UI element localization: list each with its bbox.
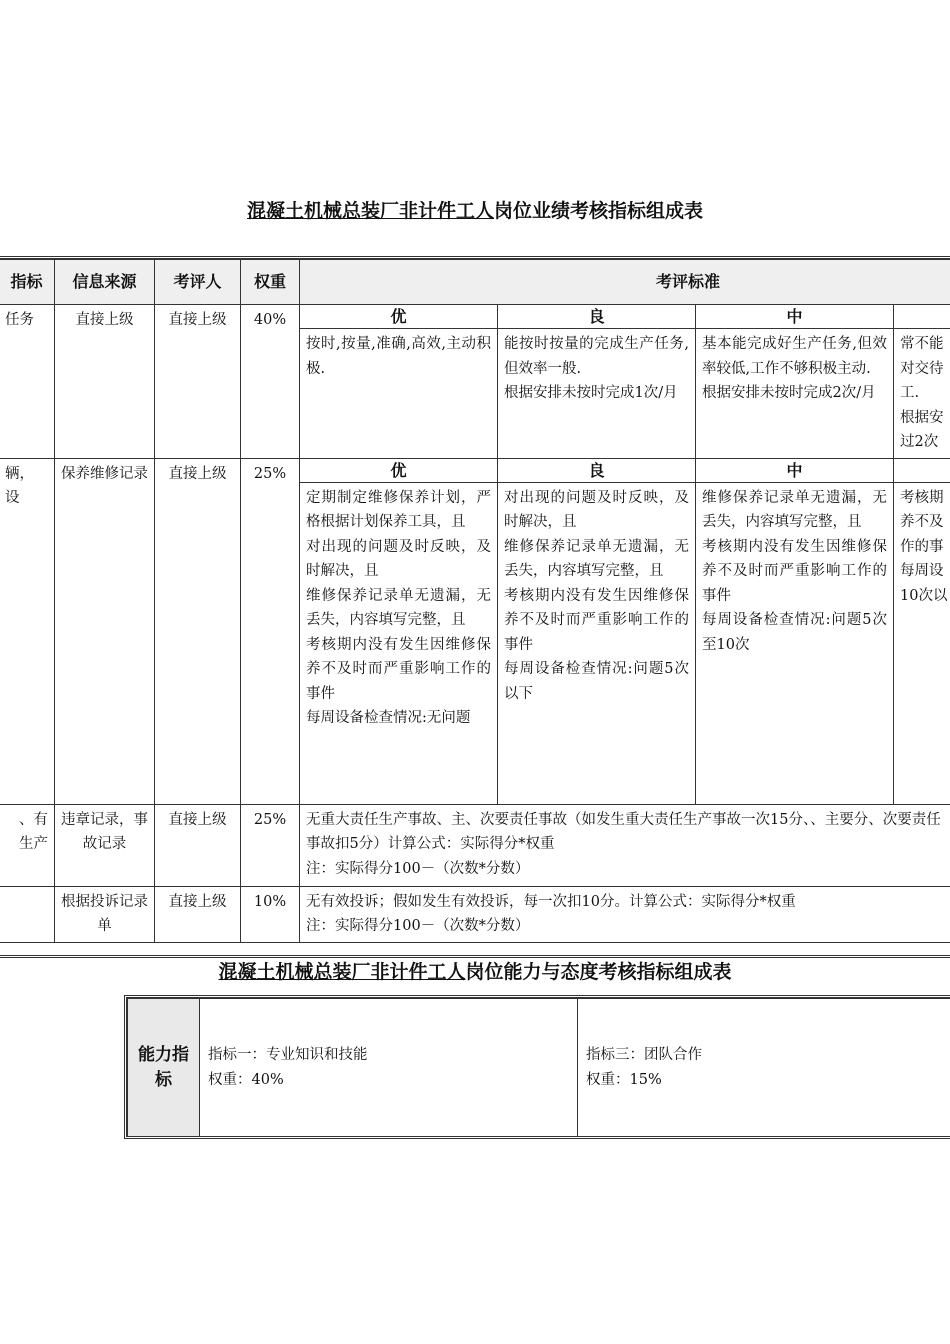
ability-indicator-3: 指标三：团队合作 权重：15% — [578, 999, 950, 1138]
table-row — [0, 804, 950, 886]
row2-good: 对出现的问题及时反映，及时解决，且 维修保养记录单无遗漏，无丢失，内容填写完整，且 考核期内没有发生因维修保养不及时而严重影响工作的事件 每周设备检查情况:问题5次以下 — [498, 482, 696, 804]
page-title-performance: 混凝土机械总装厂非计件工人岗位业绩考核指标组成表 — [246, 200, 704, 222]
ability-label: 能力指标 — [128, 999, 200, 1138]
row1-indicator: 任务 — [0, 305, 55, 459]
level-excellent: 优 — [300, 458, 498, 482]
level-good: 良 — [498, 458, 696, 482]
row3-source: 违章记录，事故记录 — [55, 804, 155, 886]
row2-source: 保养维修记录 — [55, 458, 155, 804]
row4-weight: 10% — [241, 886, 300, 942]
row3-indicator: 、有 生产 — [0, 804, 55, 886]
performance-table — [0, 259, 950, 943]
header-weight: 权重 — [241, 260, 300, 305]
row3-weight: 25% — [241, 804, 300, 886]
row3-standard: 无重大责任生产事故、主、次要责任事故（如发生重大责任生产事故一次15分、、主要分、次要责任事故扣5分）计算公式：实际得分*权重 注：实际得分100－（次数*分数） — [300, 804, 950, 886]
table-row — [0, 305, 950, 329]
row4-source: 根据投诉记录单 — [55, 886, 155, 942]
table-header-row — [0, 260, 950, 305]
level-medium: 中 — [696, 458, 894, 482]
row2-weight: 25% — [241, 458, 300, 804]
row1-poor: 常不能 对交待 工. 根据安 过2次 — [894, 329, 950, 459]
row4-indicator — [0, 886, 55, 942]
header-source: 信息来源 — [55, 260, 155, 305]
performance-table-container — [0, 256, 950, 958]
row1-rater: 直接上级 — [155, 305, 241, 459]
level-poor — [894, 458, 950, 482]
page-title-ability: 混凝土机械总装厂非计件工人岗位能力与态度考核指标组成表 — [218, 961, 732, 983]
table-row — [0, 458, 950, 482]
row3-rater: 直接上级 — [155, 804, 241, 886]
ability-indicator-1: 指标一：专业知识和技能 权重：40% — [200, 999, 578, 1138]
row4-standard: 无有效投诉；假如发生有效投诉，每一次扣10分。计算公式：实际得分*权重 注：实际得分100－（次数*分数） — [300, 886, 950, 942]
ability-table — [127, 998, 950, 1138]
header-indicator: 指标 — [0, 260, 55, 305]
level-good: 良 — [498, 305, 696, 329]
row4-rater: 直接上级 — [155, 886, 241, 942]
row2-excellent: 定期制定维修保养计划，严格根据计划保养工具，且 对出现的问题及时反映，及时解决，且 维修保养记录单无遗漏，无丢失，内容填写完整，且 考核期内没有发生因维修保养不及时而严重影响工作的事件 每周设备检查情况:无问题 — [300, 482, 498, 804]
row1-source: 直接上级 — [55, 305, 155, 459]
row1-medium: 基本能完成好生产任务,但效率较低,工作不够积极主动. 根据安排未按时完成2次/月 — [696, 329, 894, 459]
row1-weight: 40% — [241, 305, 300, 459]
row2-medium: 维修保养记录单无遗漏，无丢失，内容填写完整，且 考核期内没有发生因维修保养不及时而严重影响工作的事件 每周设备检查情况:问题5次至10次 — [696, 482, 894, 804]
level-medium: 中 — [696, 305, 894, 329]
table-row — [128, 999, 950, 1138]
table-row — [0, 886, 950, 942]
row1-good: 能按时按量的完成生产任务,但效率一般. 根据安排未按时完成1次/月 — [498, 329, 696, 459]
level-excellent: 优 — [300, 305, 498, 329]
level-poor — [894, 305, 950, 329]
ability-table-container — [124, 995, 950, 1139]
row2-rater: 直接上级 — [155, 458, 241, 804]
header-standard: 考评标准 — [300, 260, 950, 305]
row1-excellent: 按时,按量,准确,高效,主动积极. — [300, 329, 498, 459]
header-rater: 考评人 — [155, 260, 241, 305]
row2-indicator: 辆，设 — [0, 458, 55, 804]
row2-poor: 考核期 养不及 作的事 每周设 10次以 — [894, 482, 950, 804]
